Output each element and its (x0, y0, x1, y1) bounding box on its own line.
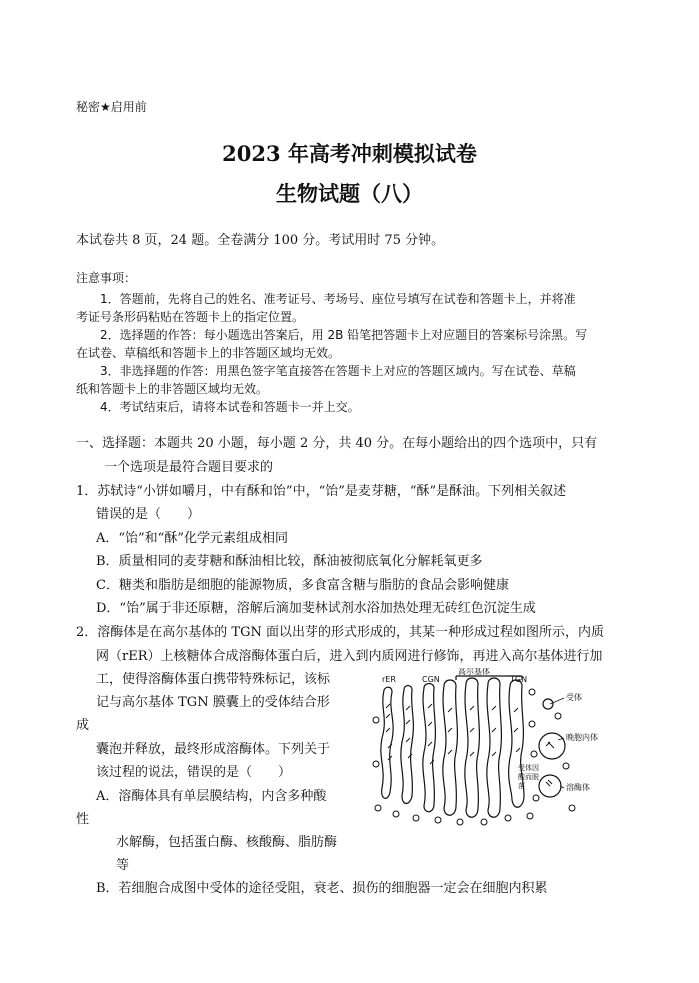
label-golgi: 高尔基体 (458, 668, 490, 676)
label-detach: 受体因 (518, 764, 539, 772)
section-heading-cont: 一个选项是最符合题目要求的 (104, 460, 274, 475)
q2-line: 性 (76, 812, 90, 827)
notice-line: 在试卷、草稿纸和答题卡上的非答题区域均无效。 (76, 346, 341, 360)
exam-subtitle: 生物试题（八） (276, 181, 423, 206)
notice-line: 考证号条形码粘贴在答题卡上的指定位置。 (76, 310, 305, 324)
q2-line: 成 (76, 718, 90, 733)
secret-label: 秘密★启用前 (76, 100, 147, 114)
q1-option-d: D．“饴”属于非还原糖，溶解后滴加斐林试剂水浴加热处理无砖红色沉淀生成 (96, 601, 536, 616)
section-heading: 一、选择题：本题共 20 小题，每小题 2 分，共 40 分。在每小题给出的四个选项中，只有 (76, 436, 598, 451)
q1-option-c: C．糖类和脂肪是细胞的能源物质，多食富含糖与脂肪的食品会影响健康 (96, 578, 509, 593)
q2-option-b: B．若细胞合成图中受体的途径受阻，衰老、损伤的细胞器一定会在细胞内积累 (96, 881, 548, 896)
exam-title: 2023 年高考冲刺模拟试卷 (222, 141, 477, 166)
label-detach2: 酸而脱 (518, 773, 539, 781)
q1-stem: 1．苏轼诗“小饼如嚼月，中有酥和饴”中，“饴”是麦芽糖，“酥”是酥油。下列相关叙述 (76, 484, 567, 499)
q2-line: 工，使得溶酶体蛋白携带特殊标记，该标 (96, 672, 331, 687)
label-rer: rER (382, 675, 396, 684)
notice-heading: 注意事项： (76, 271, 137, 285)
q2-line: 等 (116, 858, 130, 873)
q1-stem-cont: 错误的是（ ） (96, 507, 201, 522)
label-tgn: TGN (510, 675, 528, 684)
q2-line: 记与高尔基体 TGN 膜囊上的受体结合形 (96, 695, 330, 710)
q2-option-a: A．溶酶体具有单层膜结构，内含多种酸 (96, 789, 327, 804)
q2-line: 该过程的说法，错误的是（ ） (96, 765, 292, 780)
label-detach3: 落 (518, 782, 525, 790)
q2-line: 2．溶酶体是在高尔基体的 TGN 面以出芽的形式形成的，其某一种形成过程如图所示，内质 (76, 625, 604, 640)
label-late-endosome: 晚胞内体 (566, 733, 598, 742)
q2-line: 水解酶，包括蛋白酶、核酸酶、脂肪酶 (116, 835, 338, 850)
q2-line: 囊泡并释放，最终形成溶酶体。下列关于 (96, 742, 331, 757)
notice-line: 3．非选择题的作答：用黑色签字笔直接答在答题卡上对应的答题区域内。写在试卷、草稿 (100, 364, 576, 378)
notice-line: 4．考试结束后，请将本试卷和答题卡一并上交。 (100, 400, 360, 414)
label-cgn: CGN (422, 675, 440, 684)
q2-line: 网（rER）上核糖体合成溶酶体蛋白后，进入到内质网进行修饰，再进入高尔基体进行加 (96, 649, 603, 664)
q1-option-a: A．“饴”和“酥”化学元素组成相同 (96, 531, 288, 546)
notice-line: 1．答题前，先将自己的姓名、准考证号、考场号、座位号填写在试卷和答题卡上，并将准 (100, 292, 576, 306)
notice-line: 2．选择题的作答：每小题选出答案后，用 2B 铅笔把答题卡上对应题目的答案标号涂黑。写 (100, 328, 588, 342)
exam-intro: 本试卷共 8 页，24 题。全卷满分 100 分。考试用时 75 分钟。 (76, 233, 445, 248)
label-receptor: 受体 (566, 693, 582, 702)
notice-line: 纸和答题卡上的非答题区域均无效。 (76, 382, 269, 396)
q1-option-b: B．质量相同的麦芽糖和酥油相比较，酥油被彻底氧化分解耗氧更多 (96, 554, 483, 569)
lysosome-formation-diagram (372, 668, 610, 828)
label-lysosome: 溶酶体 (566, 783, 590, 792)
